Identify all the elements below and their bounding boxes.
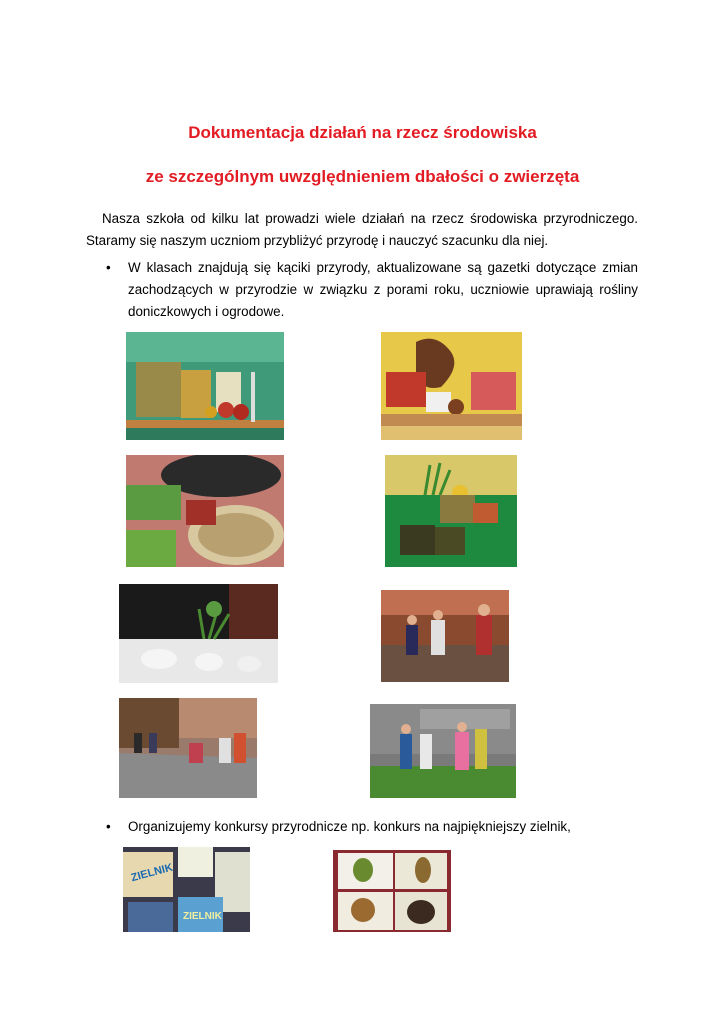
herbarium-cover-label-2: ZIELNIK	[183, 911, 222, 922]
photo-herbarium-covers	[123, 847, 250, 932]
bullet-text: W klasach znajdują się kąciki przyrody, aktualizowane są gazetki dotyczące zmian zachodzących w przyrodzie w związku z porami roku, uczniowie uprawiają rośliny doniczkowych i ogrodowe.	[128, 260, 638, 319]
photo-plant-trays	[385, 455, 517, 567]
photo-children-garden	[381, 590, 509, 682]
photo-seedlings-soil	[126, 455, 284, 567]
document-title-line-2: ze szczególnym uwzględnieniem dbałości o zwierzęta	[145, 167, 580, 186]
photo-potted-plants	[119, 584, 278, 683]
photo-herbarium-pages	[333, 850, 451, 932]
bullet-dot-icon: •	[106, 819, 111, 834]
photo-autumn-display	[381, 332, 522, 440]
photo-children-planting	[119, 698, 257, 798]
herbarium-cover-label: ZIELNIK	[129, 861, 175, 885]
photo-nature-corner-shelf	[126, 332, 284, 440]
bullet-dot-icon: •	[106, 260, 111, 275]
bullet-text: Organizujemy konkursy przyrodnicze np. konkurs na najpiękniejszy zielnik,	[128, 819, 571, 834]
intro-paragraph: Nasza szkoła od kilku lat prowadzi wiele działań na rzecz środowiska przyrodniczego. Staramy się naszym uczniom przybliżyć przyrodę i nauczyć szacunku dla niej.	[86, 211, 638, 248]
document-title-line-1: Dokumentacja działań na rzecz środowiska	[188, 123, 537, 142]
photo-group-trees	[370, 704, 516, 798]
